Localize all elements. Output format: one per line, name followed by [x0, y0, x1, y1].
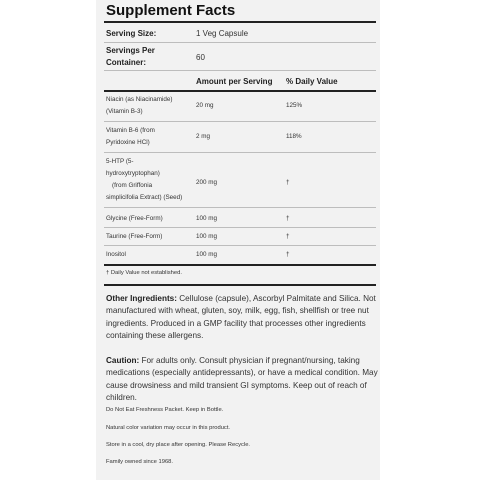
row-divider [104, 227, 376, 228]
ingredient-amount: 200 mg [196, 179, 218, 186]
ingredient-amount: 100 mg [196, 233, 218, 240]
ingredient-amount: 100 mg [196, 215, 218, 222]
ingredient-daily-value: † [286, 215, 290, 222]
note-line: Store in a cool, dry place after opening. Please Recycle. [106, 442, 251, 448]
serving-size-label: Serving Size: [106, 29, 157, 38]
ingredient-daily-value: 118% [286, 133, 302, 140]
ingredient-amount: 100 mg [196, 251, 218, 258]
row-divider [104, 152, 376, 153]
ingredient-amount: 20 mg [196, 102, 214, 109]
ingredient-daily-value: † [286, 179, 290, 186]
caution-text: For adults only. Consult physician if pregnant/nursing, taking medications (especially antidepressants), or have a medical condition. May cause drowsiness and mild transient GI symptoms. Keep out of reach of children. [106, 356, 378, 403]
caution-paragraph [106, 355, 378, 405]
row-divider [104, 70, 376, 71]
ingredient-name: 5-HTP (5- hydroxytryptophan) (from Griffonia simplicifolia Extract) (Seed) [106, 158, 183, 201]
servings-per-container-label: Servings Per [106, 46, 155, 55]
daily-value-footnote: † Daily Value not established. [106, 270, 182, 276]
ingredient-name: Taurine (Free-Form) [106, 233, 163, 240]
servings-per-container-value: 60 [196, 53, 205, 62]
ingredient-name: Vitamin B-6 (from Pyridoxine HCl) [106, 127, 155, 146]
other-ingredients-label: Other Ingredients: [106, 294, 177, 303]
page-title: Supplement Facts [106, 2, 236, 19]
other-ingredients-text: Cellulose (capsule), Ascorbyl Palmitate and Silica. Not manufactured with wheat, gluten, soy, milk, egg, fish, shellfish or tree nut ingredients. Produced in a GMP facility that processes other ingredients containing these allergens. [106, 294, 376, 341]
row-divider [104, 245, 376, 246]
note-line: Family owned since 1968. [106, 459, 174, 465]
row-divider [104, 207, 376, 208]
ingredient-name: Niacin (as Niacinamide) (Vitamin B-3) [106, 96, 173, 115]
caution-label: Caution: [106, 356, 140, 365]
note-line: Natural color variation may occur in this product. [106, 425, 231, 431]
ingredient-daily-value: † [286, 233, 290, 240]
note-line: Do Not Eat Freshness Packet. Keep in Bottle. [106, 407, 224, 413]
ingredient-amount: 2 mg [196, 133, 210, 140]
table-bottom-divider [104, 264, 376, 266]
other-ingredients-paragraph [106, 293, 378, 343]
footnote-divider [104, 284, 376, 286]
title-divider [104, 21, 376, 23]
ingredient-daily-value: † [286, 251, 290, 258]
row-divider [104, 42, 376, 43]
amount-per-serving-header: Amount per Serving [196, 77, 273, 86]
row-divider [104, 121, 376, 122]
daily-value-header: % Daily Value [286, 77, 338, 86]
serving-size-value: 1 Veg Capsule [196, 29, 249, 38]
ingredient-name: Inositol [106, 251, 126, 258]
ingredient-name: Glycine (Free-Form) [106, 215, 163, 222]
ingredient-daily-value: 125% [286, 102, 303, 109]
servings-per-container-label-cont: Container: [106, 58, 146, 67]
header-divider [104, 90, 376, 92]
